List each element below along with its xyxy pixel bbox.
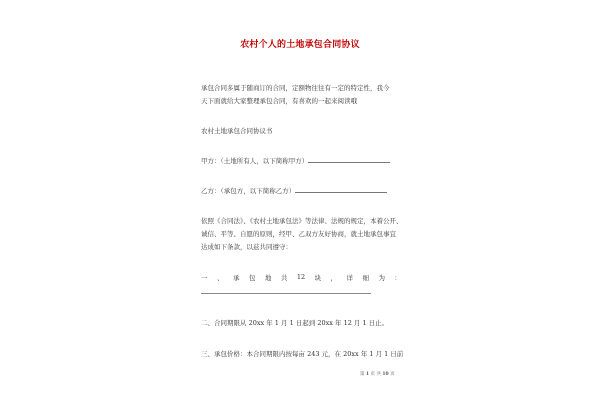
party-a-label: 甲方：（土地所有人，以下简称甲方） [201,157,309,165]
clause-1-part: ： [394,274,401,282]
clause-1-blank-rule [201,293,371,294]
page-footer [360,371,395,377]
clause-3: 三、承包价格：本合同期限内按每亩 243 元，在 20xx 年 1 月 1 日前 [201,350,404,358]
basis-line-3: 达成如下条款，以兹共同遵守： [201,243,292,251]
clause-1-part: 12 [296,273,306,281]
clause-1-part: 包 [248,274,256,282]
clause-1 [201,273,401,282]
clause-1-part: 一 [201,274,208,282]
clause-1-part: 为 [378,274,385,282]
party-a-line [201,156,390,166]
party-b-blank [295,186,387,193]
footer-current-page: 1 [365,372,370,377]
party-b-line [201,186,387,196]
doc-heading: 农村土地承包合同协议书 [201,127,273,135]
party-b-label: 乙方：（承包方，以下简称乙方） [201,187,296,195]
footer-suffix: 页 [390,372,395,377]
clause-1-part: 承 [232,274,240,282]
basis-line-2: 诚信、平等、自愿的原则，经甲、乙双方友好协商，就土地承包事宜 [201,230,396,238]
footer-total-pages: 10 [382,372,389,377]
intro-line-2: 天下面就给大家整理承包合同，有喜欢的一起来阅读哦 [201,97,357,105]
clause-1-part: 细 [362,274,369,282]
clause-1-part: 共 [280,274,288,282]
clause-1-part: 地 [264,274,272,282]
document-title: 农村个人的土地承包合同协议 [240,40,360,50]
footer-middle: 页 共 [370,372,381,377]
party-a-blank [308,156,390,163]
basis-line-1: 依照《合同法》、《农村土地承包法》等法律、法规的规定，本着公开、 [201,217,403,225]
clause-1-part: ， [330,274,338,282]
footer-prefix: 第 [360,372,365,377]
clause-2: 二、合同期限从 20xx 年 1 月 1 日起到 20xx 年 12 月 1 日止。 [201,319,389,327]
intro-line-1: 承包合同多属于随商订的合同，定额物往往有一定的特定性，我今 [201,84,390,92]
clause-1-part: 块 [314,274,322,282]
clause-1-part: 详 [346,274,353,282]
clause-1-part: 、 [216,274,224,282]
